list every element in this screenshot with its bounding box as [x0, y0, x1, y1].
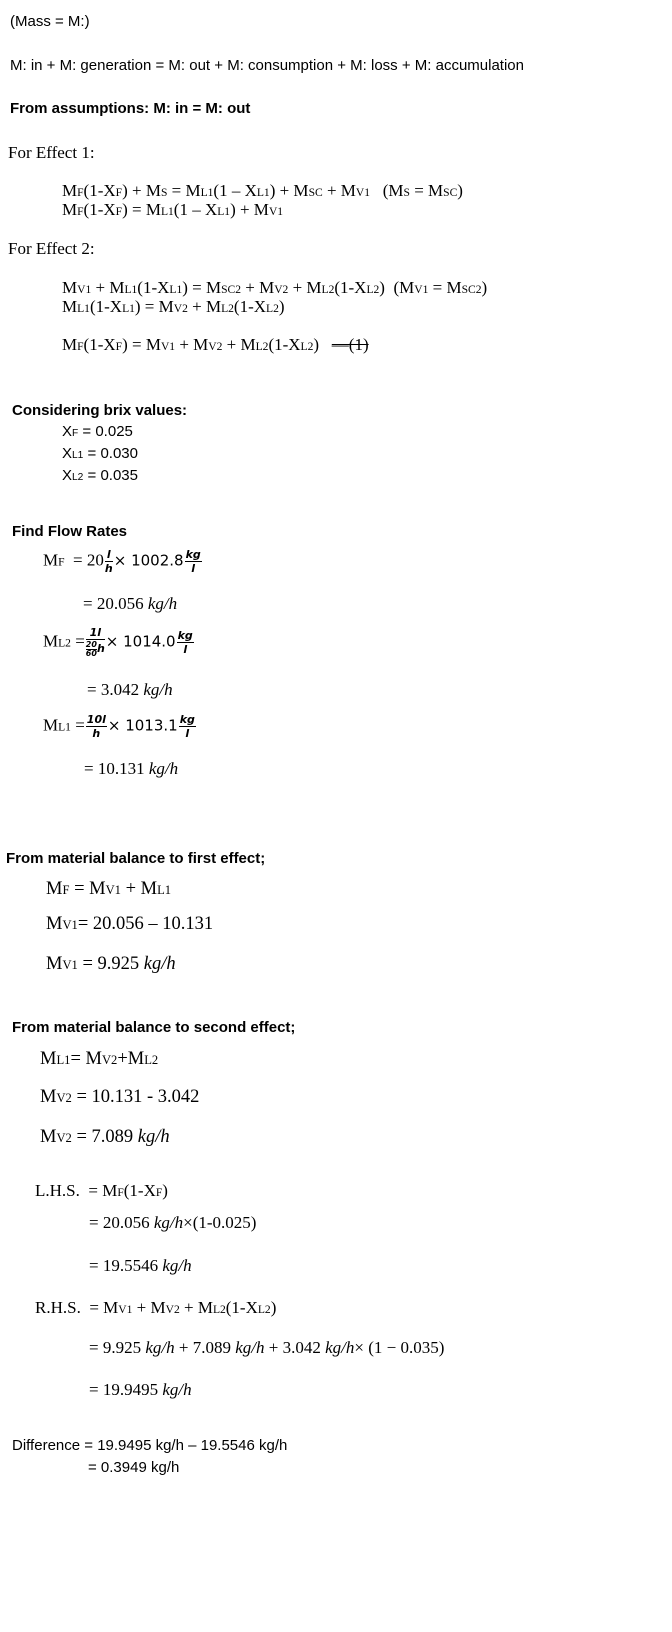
difference-line-1: Difference = 19.9495 kg/h – 19.5546 kg/h: [12, 1437, 288, 1454]
brix-xl1: XL1 = 0.030: [62, 445, 138, 462]
mass-definition: (Mass = M:): [10, 13, 90, 30]
rhs-step-1: = 9.925 kg/h + 7.089 kg/h + 3.042 kg/h× (1 − 0.035): [89, 1338, 445, 1357]
effect2-equation-2: ML1(1-XL1) = MV2 + ML2(1-XL2): [62, 297, 285, 316]
effect1-heading: For Effect 1:: [8, 143, 95, 162]
rhs-step-2: = 19.9495 kg/h: [89, 1380, 192, 1399]
first-effect-line-3: MV1 = 9.925 kg/h: [46, 954, 176, 974]
lhs-step-1: = 20.056 kg/h×(1-0.025): [89, 1213, 257, 1232]
effect2-equation-1: MV1 + ML1(1-XL1) = MSC2 + MV2 + ML2(1-XL2) (MV1 = MSC2): [62, 278, 488, 297]
ml1-result: = 10.131 kg/h: [84, 759, 179, 778]
ml2-result: = 3.042 kg/h: [87, 680, 173, 699]
difference-line-2: = 0.3949 kg/h: [88, 1459, 180, 1476]
brix-xl2: XL2 = 0.035: [62, 467, 138, 484]
mf-equation: MF = 20 $\frac{l}{h}$ × 1002.8 $\frac{kg}{l}$: [43, 548, 201, 575]
first-effect-line-2: MV1= 20.056 – 10.131: [46, 914, 214, 934]
effect2-heading: For Effect 2:: [8, 239, 95, 258]
brix-heading: Considering brix values:: [12, 402, 188, 419]
flow-heading: Find Flow Rates: [12, 523, 128, 540]
second-effect-line-3: MV2 = 7.089 kg/h: [40, 1127, 170, 1147]
effect1-equation-1: MF(1-XF) + MS = ML1(1 – XL1) + MSC + MV1 (MS = MSC): [62, 181, 463, 200]
mf-result: = 20.056 kg/h: [83, 594, 178, 613]
assumption-line: From assumptions: M: in = M: out: [10, 100, 251, 117]
ml2-equation: ML2 = 1l $\frac{20}{60}$ h × 1014.0 $\frac{kg}{l}$: [43, 626, 193, 658]
first-effect-line-1: MF = MV1 + ML1: [46, 879, 172, 899]
brix-xf: XF = 0.025: [62, 423, 133, 440]
first-effect-heading: From material balance to first effect;: [6, 850, 266, 867]
lhs-step-2: = 19.5546 kg/h: [89, 1256, 192, 1275]
effect1-equation-2: MF(1-XF) = ML1(1 – XL1) + MV1: [62, 200, 284, 219]
second-effect-line-1: ML1= MV2+ML2: [40, 1049, 159, 1069]
rhs-equation: R.H.S. = MV1 + MV2 + ML2(1-XL2): [35, 1298, 277, 1317]
effect2-equation-3: MF(1-XF) = MV1 + MV2 + ML2(1-XL2) —(1): [62, 335, 369, 354]
lhs-equation: L.H.S. = MF(1-XF): [35, 1181, 168, 1200]
ml1-equation: ML1 = $\frac{10l}{h}$ × 1013.1 $\frac{kg}{l}$: [43, 713, 195, 740]
equation-number-1: —(1): [331, 335, 369, 354]
mass-balance-equation: M: in + M: generation = M: out + M: consumption + M: loss + M: accumulation: [10, 57, 524, 74]
second-effect-heading: From material balance to second effect;: [12, 1019, 296, 1036]
second-effect-line-2: MV2 = 10.131 - 3.042: [40, 1087, 200, 1107]
